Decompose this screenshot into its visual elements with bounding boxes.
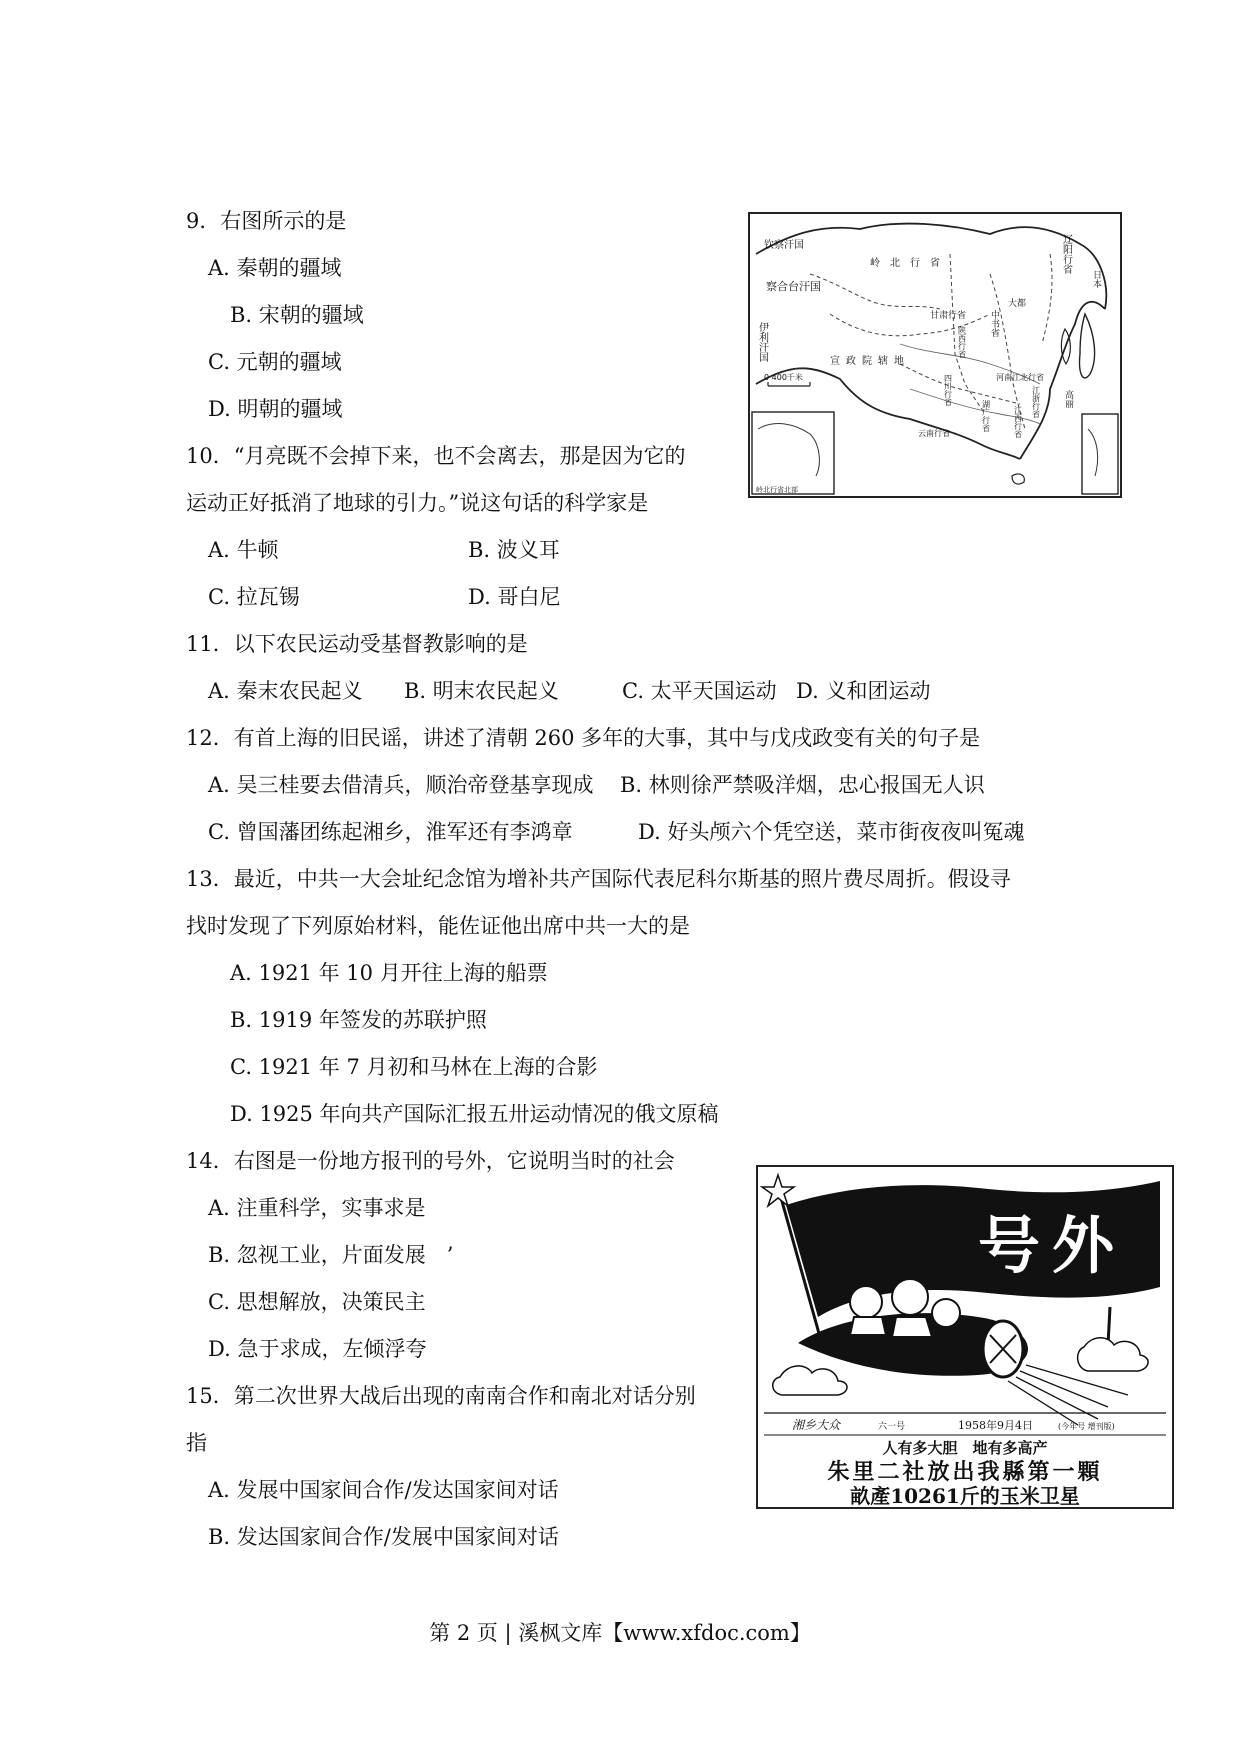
question-15-stem-line2: 指 bbox=[186, 1431, 207, 1455]
yuan-dynasty-map bbox=[750, 214, 1120, 496]
page-footer: 第 2 页 | 溪枫文库【www.xfdoc.com】 bbox=[429, 1621, 811, 1645]
map-scale-label: 0 400千米 bbox=[764, 373, 803, 382]
question-9-option-d: D. 明朝的疆域 bbox=[208, 397, 343, 421]
poster-edition: (今年号 增刊版) bbox=[1058, 1422, 1115, 1431]
map-inset-label: 岭北行省北部 bbox=[756, 486, 798, 494]
question-12-option-a: A. 吴三桂要去借清兵，顺治帝登基享现成 bbox=[208, 773, 594, 797]
question-12-option-b: B. 林则徐严禁吸洋烟，忠心报国无人识 bbox=[620, 773, 985, 797]
map-label: 宣政院辖地 bbox=[830, 356, 910, 367]
question-11-option-b: B. 明末农民起义 bbox=[404, 679, 559, 703]
map-label: 岭北行省 bbox=[870, 258, 950, 269]
map-label: 辽阳行省 bbox=[1060, 234, 1072, 274]
poster-masthead: 湘乡大众 bbox=[792, 1418, 841, 1432]
map-label: 云南行省 bbox=[918, 429, 950, 438]
map-label: 江西行省 bbox=[1013, 406, 1023, 438]
question-15-option-b: B. 发达国家间合作/发展中国家间对话 bbox=[208, 1525, 559, 1549]
question-10-stem-line2: 运动正好抵消了地球的引力。”说这句话的科学家是 bbox=[186, 491, 649, 515]
map-label: 钦察汗国 bbox=[764, 240, 804, 251]
question-12-option-c: C. 曾国藩团练起湘乡，淮军还有李鸿章 bbox=[208, 820, 573, 844]
map-label: 日本 bbox=[1091, 270, 1101, 288]
question-15-stem-line1: 15．第二次世界大战后出现的南南合作和南北对话分别 bbox=[186, 1384, 696, 1408]
question-10-option-d: D. 哥白尼 bbox=[468, 585, 561, 609]
map-label: 察合台汗国 bbox=[766, 280, 821, 293]
map-label: 甘肃行省 bbox=[930, 311, 967, 321]
poster-line2: 畝產10261斤的玉米卫星 bbox=[850, 1484, 1080, 1507]
question-9-option-b: B. 宋朝的疆域 bbox=[230, 303, 364, 327]
map-label: 大都 bbox=[1008, 299, 1027, 309]
question-10-option-c: C. 拉瓦锡 bbox=[208, 585, 300, 609]
question-13-option-a: A. 1921 年 10 月开往上海的船票 bbox=[230, 961, 548, 985]
map-label: 四川行省 bbox=[943, 374, 953, 406]
question-13-option-b: B. 1919 年签发的苏联护照 bbox=[230, 1008, 487, 1032]
question-10-stem-line1: 10．“月亮既不会掉下来，也不会离去，那是因为它的 bbox=[186, 444, 686, 468]
yuan-dynasty-map-figure bbox=[748, 212, 1122, 498]
question-9-option-c: C. 元朝的疆域 bbox=[208, 350, 342, 374]
question-13-option-c: C. 1921 年 7 月初和马林在上海的合影 bbox=[230, 1055, 598, 1079]
question-12-stem: 12．有首上海的旧民谣，讲述了清朝 260 多年的大事，其中与戊戌政变有关的句子是 bbox=[186, 726, 981, 750]
map-label: 陕西行省 bbox=[957, 326, 967, 358]
poster-headline: 号外 bbox=[978, 1209, 1127, 1282]
newspaper-extra-illustration bbox=[758, 1167, 1172, 1507]
question-13-stem-line2: 找时发现了下列原始材料，能佐证他出席中共一大的是 bbox=[186, 914, 690, 938]
map-label: 高丽 bbox=[1063, 390, 1073, 408]
poster-line1: 朱里二社放出我縣第一顆 bbox=[827, 1459, 1103, 1485]
poster-masthead-number: 六一号 bbox=[878, 1422, 906, 1432]
map-label: 河南江北行省 bbox=[996, 373, 1044, 382]
question-14-option-d: D. 急于求成，左倾浮夸 bbox=[208, 1337, 427, 1361]
question-9-stem: 9．右图所示的是 bbox=[186, 209, 347, 233]
question-11-stem: 11．以下农民运动受基督教影响的是 bbox=[186, 632, 528, 656]
question-14-option-b: B. 忽视工业，片面发展 ’ bbox=[208, 1243, 454, 1267]
map-label: 湖广行省 bbox=[981, 400, 991, 432]
newspaper-extra-figure bbox=[756, 1165, 1174, 1509]
question-14-stem: 14．右图是一份地方报刊的号外，它说明当时的社会 bbox=[186, 1149, 675, 1173]
map-label: 伊利汗国 bbox=[756, 322, 768, 362]
question-10-option-a: A. 牛顿 bbox=[208, 538, 279, 562]
question-11-option-c: C. 太平天国运动 bbox=[622, 679, 777, 703]
question-9-option-a: A. 秦朝的疆域 bbox=[208, 256, 342, 280]
map-label: 江浙行省 bbox=[1031, 386, 1041, 418]
question-14-option-c: C. 思想解放，决策民主 bbox=[208, 1290, 426, 1314]
question-12-option-d: D. 好头颅六个凭空送，菜市街夜夜叫冤魂 bbox=[638, 820, 1025, 844]
question-10-option-b: B. 波义耳 bbox=[468, 538, 560, 562]
poster-slogan: 人有多大胆 地有多高产 bbox=[882, 1439, 1048, 1457]
question-14-option-a: A. 注重科学，实事求是 bbox=[208, 1196, 426, 1220]
poster-date: 1958年9月4日 bbox=[958, 1419, 1033, 1432]
question-15-option-a: A. 发展中国家间合作/发达国家间对话 bbox=[208, 1478, 559, 1502]
question-13-stem-line1: 13．最近，中共一大会址纪念馆为增补共产国际代表尼科尔斯基的照片费尽周折。假设寻 bbox=[186, 867, 1011, 891]
map-label: 中书省 bbox=[989, 310, 999, 337]
question-11-option-a: A. 秦末农民起义 bbox=[208, 679, 363, 703]
question-13-option-d: D. 1925 年向共产国际汇报五卅运动情况的俄文原稿 bbox=[230, 1102, 719, 1126]
question-11-option-d: D. 义和团运动 bbox=[796, 679, 931, 703]
